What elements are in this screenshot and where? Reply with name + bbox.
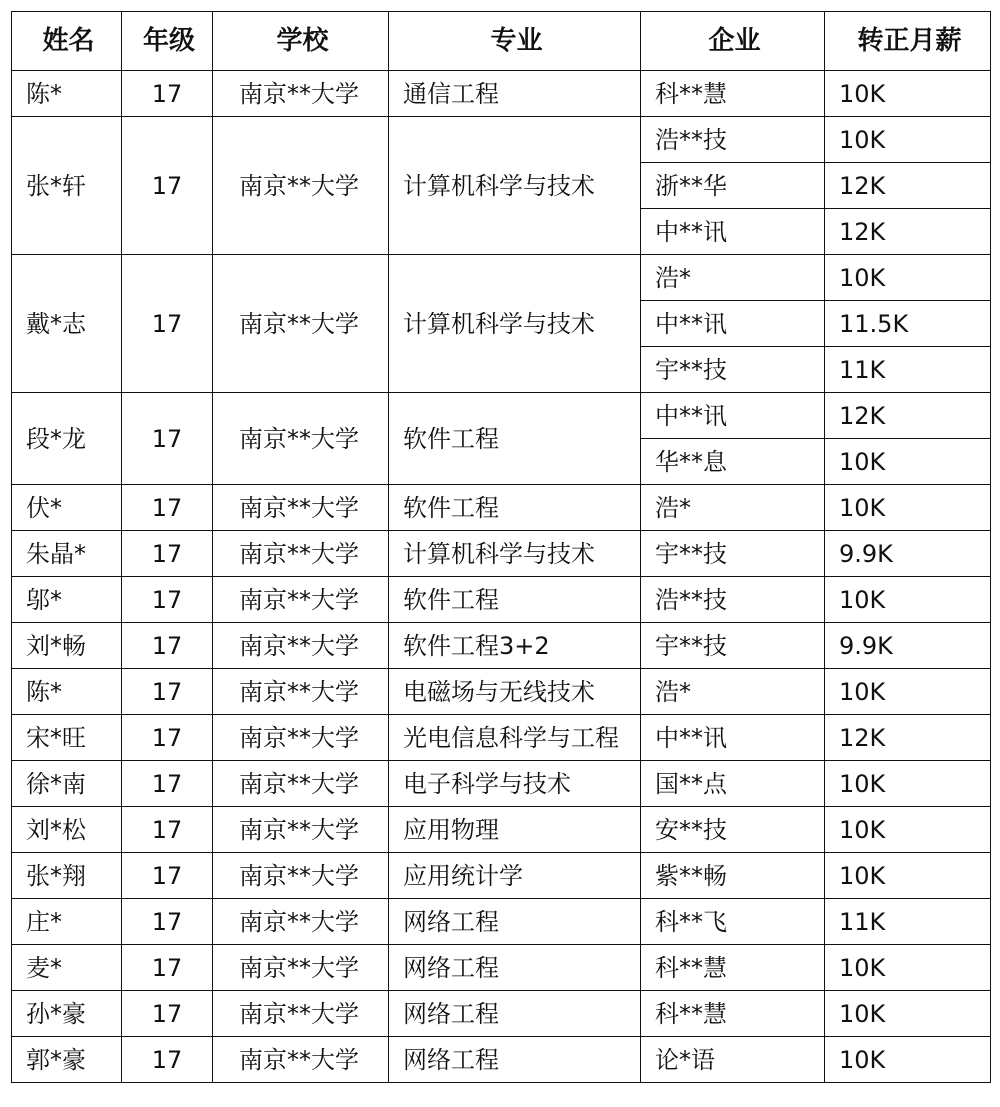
cell-school: 南京**大学 — [213, 393, 389, 485]
table-row — [12, 485, 991, 531]
cell-company: 宇**技 — [641, 531, 825, 577]
cell-school: 南京**大学 — [213, 71, 389, 117]
table-row — [12, 669, 991, 715]
table-row — [12, 71, 991, 117]
cell-salary: 10K — [825, 807, 991, 853]
cell-major: 网络工程 — [389, 1037, 641, 1083]
cell-grade: 17 — [122, 71, 213, 117]
cell-school: 南京**大学 — [213, 485, 389, 531]
cell-grade: 17 — [122, 393, 213, 485]
cell-school: 南京**大学 — [213, 255, 389, 393]
table-row — [12, 117, 991, 163]
cell-company: 安**技 — [641, 807, 825, 853]
cell-name: 孙*豪 — [12, 991, 122, 1037]
cell-company: 浩* — [641, 255, 825, 301]
header-name: 姓名 — [12, 12, 122, 71]
cell-major: 网络工程 — [389, 899, 641, 945]
cell-school: 南京**大学 — [213, 899, 389, 945]
cell-company: 中**讯 — [641, 393, 825, 439]
cell-salary: 10K — [825, 255, 991, 301]
cell-school: 南京**大学 — [213, 623, 389, 669]
table-row — [12, 1037, 991, 1083]
cell-major: 软件工程 — [389, 393, 641, 485]
header-school: 学校 — [213, 12, 389, 71]
cell-salary: 12K — [825, 209, 991, 255]
cell-salary: 10K — [825, 485, 991, 531]
cell-company: 浩**技 — [641, 117, 825, 163]
cell-name: 伏* — [12, 485, 122, 531]
cell-major: 网络工程 — [389, 945, 641, 991]
cell-grade: 17 — [122, 485, 213, 531]
cell-grade: 17 — [122, 577, 213, 623]
cell-salary: 11K — [825, 899, 991, 945]
cell-grade: 17 — [122, 899, 213, 945]
cell-salary: 10K — [825, 1037, 991, 1083]
cell-school: 南京**大学 — [213, 117, 389, 255]
table-row — [12, 393, 991, 439]
cell-company: 中**讯 — [641, 209, 825, 255]
table-row — [12, 715, 991, 761]
cell-grade: 17 — [122, 117, 213, 255]
cell-major: 通信工程 — [389, 71, 641, 117]
cell-name: 张*轩 — [12, 117, 122, 255]
cell-company: 中**讯 — [641, 301, 825, 347]
header-row — [12, 12, 991, 71]
table-row — [12, 623, 991, 669]
cell-grade: 17 — [122, 715, 213, 761]
cell-major: 应用统计学 — [389, 853, 641, 899]
header-company: 企业 — [641, 12, 825, 71]
cell-company: 浙**华 — [641, 163, 825, 209]
table-row — [12, 255, 991, 301]
header-salary: 转正月薪 — [825, 12, 991, 71]
cell-name: 宋*旺 — [12, 715, 122, 761]
cell-salary: 10K — [825, 853, 991, 899]
cell-school: 南京**大学 — [213, 991, 389, 1037]
cell-salary: 12K — [825, 393, 991, 439]
cell-major: 电子科学与技术 — [389, 761, 641, 807]
cell-company: 国**点 — [641, 761, 825, 807]
cell-company: 中**讯 — [641, 715, 825, 761]
cell-school: 南京**大学 — [213, 577, 389, 623]
cell-grade: 17 — [122, 255, 213, 393]
cell-grade: 17 — [122, 945, 213, 991]
cell-company: 宇**技 — [641, 347, 825, 393]
cell-school: 南京**大学 — [213, 1037, 389, 1083]
header-major: 专业 — [389, 12, 641, 71]
cell-salary: 10K — [825, 669, 991, 715]
cell-name: 段*龙 — [12, 393, 122, 485]
cell-salary: 11.5K — [825, 301, 991, 347]
cell-company: 科**飞 — [641, 899, 825, 945]
cell-school: 南京**大学 — [213, 761, 389, 807]
cell-grade: 17 — [122, 807, 213, 853]
cell-major: 应用物理 — [389, 807, 641, 853]
cell-name: 陈* — [12, 71, 122, 117]
cell-name: 庄* — [12, 899, 122, 945]
cell-school: 南京**大学 — [213, 807, 389, 853]
cell-name: 麦* — [12, 945, 122, 991]
table-row — [12, 807, 991, 853]
cell-name: 徐*南 — [12, 761, 122, 807]
cell-salary: 10K — [825, 761, 991, 807]
cell-school: 南京**大学 — [213, 715, 389, 761]
table-row — [12, 945, 991, 991]
cell-salary: 10K — [825, 991, 991, 1037]
cell-name: 刘*松 — [12, 807, 122, 853]
table-row — [12, 899, 991, 945]
cell-major: 计算机科学与技术 — [389, 531, 641, 577]
cell-salary: 10K — [825, 439, 991, 485]
cell-name: 戴*志 — [12, 255, 122, 393]
cell-company: 华**息 — [641, 439, 825, 485]
cell-salary: 12K — [825, 715, 991, 761]
cell-company: 浩* — [641, 669, 825, 715]
cell-grade: 17 — [122, 1037, 213, 1083]
cell-salary: 11K — [825, 347, 991, 393]
cell-company: 科**慧 — [641, 71, 825, 117]
table-row — [12, 761, 991, 807]
offer-table — [11, 11, 991, 1083]
cell-grade: 17 — [122, 853, 213, 899]
table-row — [12, 531, 991, 577]
cell-company: 紫**畅 — [641, 853, 825, 899]
cell-major: 光电信息科学与工程 — [389, 715, 641, 761]
cell-name: 刘*畅 — [12, 623, 122, 669]
cell-salary: 10K — [825, 117, 991, 163]
table-body — [12, 71, 991, 1083]
cell-company: 论*语 — [641, 1037, 825, 1083]
table-row — [12, 577, 991, 623]
cell-school: 南京**大学 — [213, 853, 389, 899]
cell-major: 电磁场与无线技术 — [389, 669, 641, 715]
cell-major: 网络工程 — [389, 991, 641, 1037]
cell-salary: 12K — [825, 163, 991, 209]
header-grade: 年级 — [122, 12, 213, 71]
cell-salary: 9.9K — [825, 531, 991, 577]
cell-name: 陈* — [12, 669, 122, 715]
offer-table-container — [11, 11, 990, 1083]
cell-grade: 17 — [122, 623, 213, 669]
cell-salary: 10K — [825, 945, 991, 991]
cell-salary: 10K — [825, 71, 991, 117]
cell-company: 科**慧 — [641, 991, 825, 1037]
cell-company: 宇**技 — [641, 623, 825, 669]
cell-grade: 17 — [122, 531, 213, 577]
cell-grade: 17 — [122, 991, 213, 1037]
cell-name: 邬* — [12, 577, 122, 623]
cell-major: 软件工程 — [389, 485, 641, 531]
cell-name: 张*翔 — [12, 853, 122, 899]
cell-grade: 17 — [122, 761, 213, 807]
cell-major: 计算机科学与技术 — [389, 117, 641, 255]
cell-name: 郭*豪 — [12, 1037, 122, 1083]
table-row — [12, 991, 991, 1037]
cell-major: 软件工程3+2 — [389, 623, 641, 669]
cell-school: 南京**大学 — [213, 669, 389, 715]
cell-salary: 9.9K — [825, 623, 991, 669]
cell-major: 软件工程 — [389, 577, 641, 623]
cell-school: 南京**大学 — [213, 945, 389, 991]
cell-name: 朱晶* — [12, 531, 122, 577]
cell-company: 科**慧 — [641, 945, 825, 991]
cell-company: 浩* — [641, 485, 825, 531]
cell-school: 南京**大学 — [213, 531, 389, 577]
cell-major: 计算机科学与技术 — [389, 255, 641, 393]
cell-salary: 10K — [825, 577, 991, 623]
table-row — [12, 853, 991, 899]
cell-grade: 17 — [122, 669, 213, 715]
cell-company: 浩**技 — [641, 577, 825, 623]
